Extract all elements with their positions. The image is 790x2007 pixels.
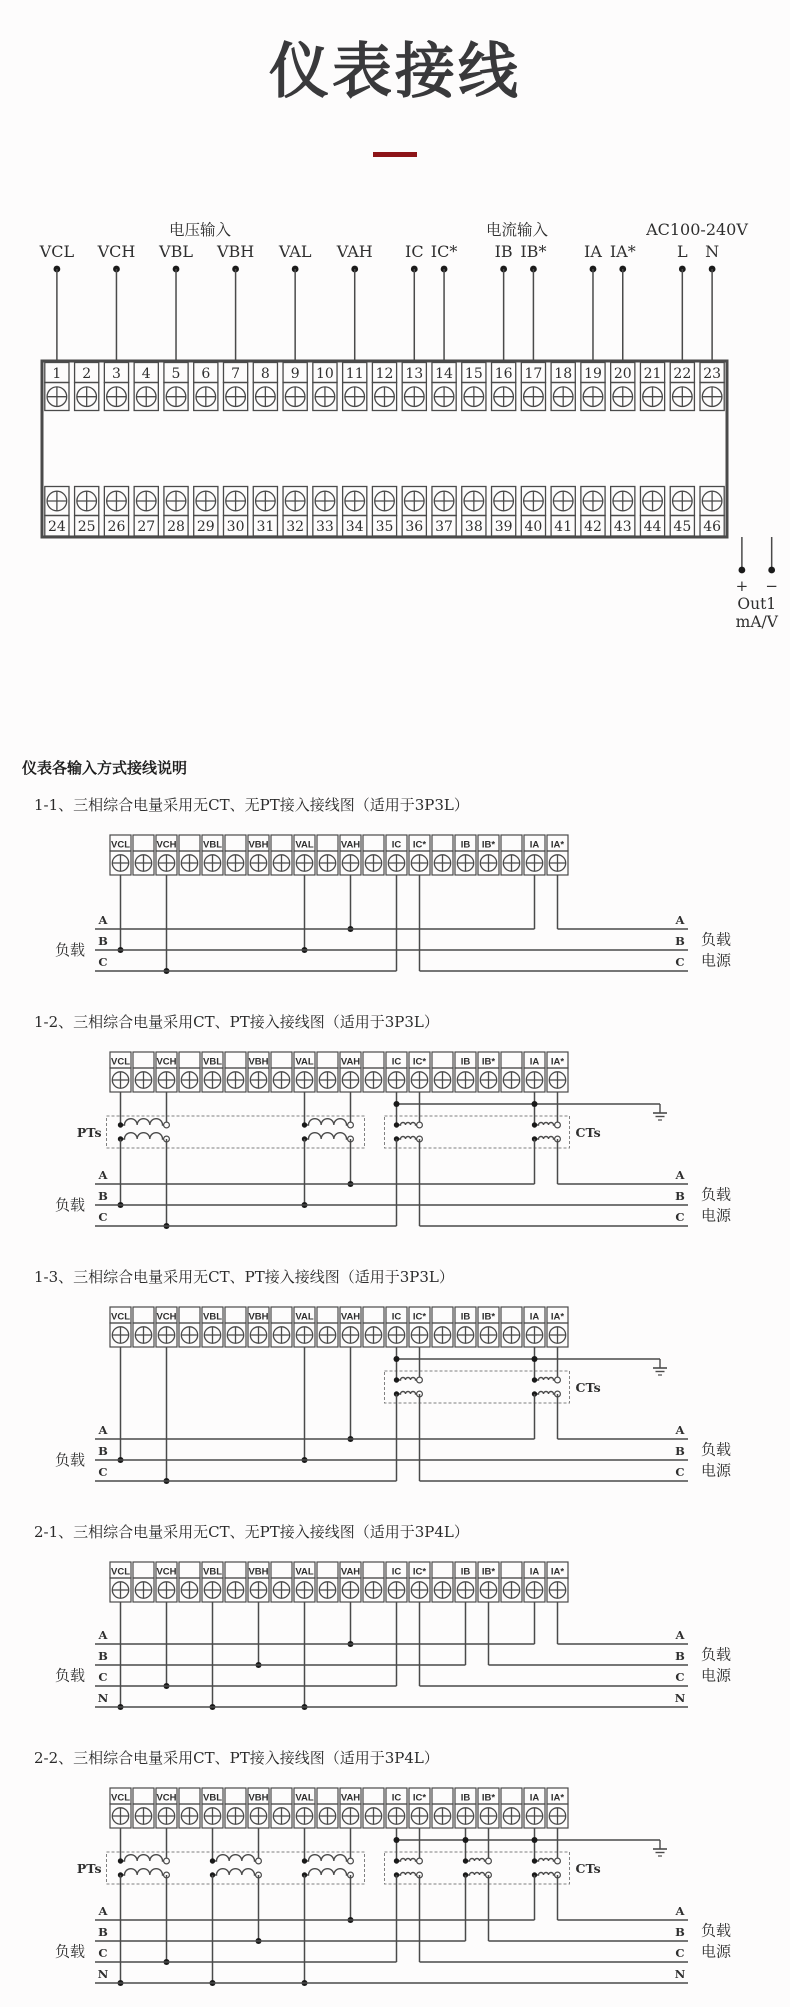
svg-text:IB*: IB* bbox=[481, 839, 496, 851]
bus-lines bbox=[55, 1168, 732, 1226]
svg-text:30: 30 bbox=[226, 519, 245, 535]
svg-text:IB*: IB* bbox=[481, 1056, 496, 1068]
svg-text:A: A bbox=[98, 1904, 108, 1918]
svg-text:VBH: VBH bbox=[248, 839, 269, 851]
svg-text:IA: IA bbox=[529, 1311, 540, 1323]
svg-text:电源: 电源 bbox=[700, 1462, 732, 1480]
svg-text:IB: IB bbox=[460, 839, 471, 851]
svg-text:VCL: VCL bbox=[111, 1792, 130, 1804]
ct-box bbox=[385, 1347, 601, 1481]
svg-text:B: B bbox=[675, 1649, 685, 1663]
svg-text:VAL: VAL bbox=[278, 242, 312, 261]
svg-text:43: 43 bbox=[613, 519, 632, 535]
svg-text:VBL: VBL bbox=[203, 1056, 222, 1068]
svg-text:40: 40 bbox=[524, 519, 543, 535]
svg-text:IA*: IA* bbox=[550, 1056, 565, 1068]
svg-text:16: 16 bbox=[494, 366, 513, 382]
svg-text:IC*: IC* bbox=[412, 1566, 427, 1578]
svg-text:VAL: VAL bbox=[295, 1566, 314, 1578]
svg-text:8: 8 bbox=[260, 366, 270, 382]
svg-text:负载: 负载 bbox=[54, 1667, 86, 1685]
svg-text:IA: IA bbox=[584, 242, 602, 261]
svg-text:VCH: VCH bbox=[156, 1566, 177, 1578]
terminal-strip bbox=[110, 835, 568, 875]
svg-text:IA*: IA* bbox=[609, 242, 636, 261]
svg-text:A: A bbox=[675, 1423, 685, 1437]
diagram-1-2-title: 1-2、三相综合电量采用CT、PT接入接线图（适用于3P3L） bbox=[34, 1013, 439, 1031]
svg-text:负载: 负载 bbox=[54, 1197, 86, 1214]
svg-text:VCH: VCH bbox=[97, 242, 136, 261]
svg-text:31: 31 bbox=[256, 519, 275, 535]
svg-text:IB: IB bbox=[460, 1056, 471, 1068]
svg-text:A: A bbox=[675, 913, 685, 927]
svg-text:电源: 电源 bbox=[700, 1207, 732, 1225]
diagram-1-1-title: 1-1、三相综合电量采用无CT、无PT接入接线图（适用于3P3L） bbox=[34, 796, 469, 814]
wiring-diagram-1-3 bbox=[0, 1293, 790, 1505]
bus-lines bbox=[55, 1904, 732, 1983]
svg-text:34: 34 bbox=[345, 519, 364, 535]
svg-text:27: 27 bbox=[137, 519, 156, 535]
svg-text:mA/V: mA/V bbox=[735, 613, 778, 631]
svg-text:IC: IC bbox=[391, 1792, 402, 1804]
svg-text:A: A bbox=[675, 1904, 685, 1918]
svg-text:VAL: VAL bbox=[295, 1792, 314, 1804]
terminal-strip bbox=[110, 1052, 568, 1092]
svg-text:VCL: VCL bbox=[39, 242, 75, 261]
svg-text:45: 45 bbox=[673, 519, 692, 535]
wires bbox=[118, 1602, 558, 1710]
svg-text:12: 12 bbox=[375, 366, 394, 382]
svg-text:B: B bbox=[98, 1189, 108, 1203]
svg-text:VBH: VBH bbox=[248, 1566, 269, 1578]
svg-text:IB*: IB* bbox=[481, 1792, 496, 1804]
svg-text:C: C bbox=[98, 955, 108, 969]
svg-text:VCH: VCH bbox=[156, 1792, 177, 1804]
input-labels bbox=[39, 220, 749, 361]
svg-text:N: N bbox=[705, 242, 720, 261]
svg-text:B: B bbox=[98, 934, 108, 948]
svg-text:VCH: VCH bbox=[156, 1056, 177, 1068]
bottom-io bbox=[736, 537, 790, 631]
svg-text:PTs: PTs bbox=[76, 1861, 102, 1876]
svg-text:IA*: IA* bbox=[550, 1311, 565, 1323]
bus-lines bbox=[55, 913, 732, 971]
svg-text:VBL: VBL bbox=[203, 1311, 222, 1323]
svg-text:25: 25 bbox=[77, 519, 96, 535]
terminal-strip bbox=[110, 1562, 568, 1602]
svg-text:24: 24 bbox=[47, 519, 66, 535]
svg-text:46: 46 bbox=[703, 519, 722, 535]
title-underline bbox=[373, 152, 417, 157]
svg-text:负载: 负载 bbox=[700, 931, 732, 949]
svg-text:B: B bbox=[675, 1444, 685, 1458]
bus-lines bbox=[55, 1628, 732, 1707]
svg-text:41: 41 bbox=[554, 519, 573, 535]
svg-text:VCL: VCL bbox=[111, 1056, 130, 1068]
terminal-strip bbox=[110, 1307, 568, 1347]
pt-box bbox=[77, 1092, 365, 1229]
svg-text:VCH: VCH bbox=[156, 1311, 177, 1323]
svg-text:C: C bbox=[98, 1210, 108, 1224]
svg-text:Out1: Out1 bbox=[737, 595, 777, 613]
svg-text:A: A bbox=[98, 1628, 108, 1642]
svg-text:10: 10 bbox=[316, 366, 334, 382]
svg-text:电源: 电源 bbox=[700, 1667, 732, 1685]
svg-text:VAH: VAH bbox=[340, 1311, 361, 1323]
svg-text:VBL: VBL bbox=[159, 242, 193, 261]
svg-text:N: N bbox=[97, 1967, 109, 1981]
svg-text:38: 38 bbox=[464, 519, 483, 535]
svg-text:B: B bbox=[98, 1925, 108, 1939]
svg-text:5: 5 bbox=[171, 366, 181, 382]
svg-text:35: 35 bbox=[375, 519, 394, 535]
svg-text:23: 23 bbox=[703, 366, 722, 382]
svg-text:IC: IC bbox=[391, 839, 402, 851]
ground-symbol bbox=[394, 1101, 668, 1120]
svg-text:CTs: CTs bbox=[575, 1380, 601, 1395]
svg-text:IA: IA bbox=[529, 839, 540, 851]
svg-text:IC: IC bbox=[405, 242, 424, 261]
svg-text:IC: IC bbox=[391, 1056, 402, 1068]
diagram-2-1-title: 2-1、三相综合电量采用无CT、无PT接入接线图（适用于3P4L） bbox=[34, 1523, 469, 1541]
svg-text:VBL: VBL bbox=[203, 839, 222, 851]
svg-text:A: A bbox=[98, 1423, 108, 1437]
svg-text:IA: IA bbox=[529, 1056, 540, 1068]
wiring-diagram-1-2 bbox=[0, 1038, 790, 1250]
svg-text:C: C bbox=[675, 1210, 685, 1224]
svg-text:20: 20 bbox=[613, 366, 632, 382]
svg-text:VAL: VAL bbox=[295, 839, 314, 851]
svg-text:IA*: IA* bbox=[550, 839, 565, 851]
terminal-block bbox=[42, 361, 727, 537]
svg-text:A: A bbox=[675, 1168, 685, 1182]
svg-text:负载: 负载 bbox=[700, 1441, 732, 1459]
svg-text:VBH: VBH bbox=[248, 1056, 269, 1068]
svg-text:IA*: IA* bbox=[550, 1792, 565, 1804]
svg-text:28: 28 bbox=[167, 519, 185, 535]
svg-text:负载: 负载 bbox=[54, 942, 86, 959]
svg-text:VAH: VAH bbox=[340, 1792, 361, 1804]
svg-text:VCL: VCL bbox=[111, 1311, 130, 1323]
svg-text:2: 2 bbox=[82, 366, 92, 382]
svg-text:15: 15 bbox=[464, 366, 483, 382]
svg-text:C: C bbox=[675, 1946, 685, 1960]
svg-text:−: − bbox=[765, 577, 778, 595]
terminal-strip bbox=[110, 1788, 568, 1828]
svg-text:VAL: VAL bbox=[295, 1056, 314, 1068]
ground-symbol bbox=[394, 1356, 668, 1375]
wiring-diagram-1-1 bbox=[0, 821, 790, 995]
svg-text:4: 4 bbox=[141, 366, 151, 382]
svg-text:VBH: VBH bbox=[248, 1311, 269, 1323]
section-heading: 仪表各输入方式接线说明 bbox=[22, 760, 188, 777]
terminal-block-diagram bbox=[0, 209, 790, 719]
svg-text:1: 1 bbox=[52, 366, 62, 382]
svg-text:VAH: VAH bbox=[340, 1056, 361, 1068]
svg-text:IC*: IC* bbox=[430, 242, 458, 261]
svg-text:A: A bbox=[98, 913, 108, 927]
svg-text:VBH: VBH bbox=[216, 242, 255, 261]
svg-text:IB*: IB* bbox=[481, 1311, 496, 1323]
svg-text:B: B bbox=[98, 1649, 108, 1663]
svg-text:负载: 负载 bbox=[700, 1646, 732, 1664]
svg-text:负载: 负载 bbox=[700, 1186, 732, 1204]
svg-text:B: B bbox=[675, 934, 685, 948]
svg-text:VAH: VAH bbox=[336, 242, 373, 261]
svg-text:L: L bbox=[677, 242, 688, 261]
svg-text:CTs: CTs bbox=[575, 1125, 601, 1140]
svg-text:IB*: IB* bbox=[520, 242, 547, 261]
page-title: 仪表接线 bbox=[269, 38, 521, 105]
svg-text:IC*: IC* bbox=[412, 1311, 427, 1323]
svg-text:IA*: IA* bbox=[550, 1566, 565, 1578]
svg-text:IB: IB bbox=[460, 1792, 471, 1804]
svg-text:IC*: IC* bbox=[412, 1056, 427, 1068]
svg-text:17: 17 bbox=[524, 366, 543, 382]
svg-text:36: 36 bbox=[405, 519, 424, 535]
svg-text:9: 9 bbox=[290, 366, 300, 382]
svg-text:44: 44 bbox=[643, 519, 662, 535]
svg-text:VBH: VBH bbox=[248, 1792, 269, 1804]
svg-text:7: 7 bbox=[231, 366, 241, 382]
diagram-2-2-title: 2-2、三相综合电量采用CT、PT接入接线图（适用于3P4L） bbox=[34, 1749, 439, 1767]
svg-text:C: C bbox=[98, 1465, 108, 1479]
svg-text:C: C bbox=[675, 1465, 685, 1479]
svg-text:负载: 负载 bbox=[54, 1452, 86, 1469]
wiring-diagram-2-2 bbox=[0, 1774, 790, 2007]
svg-text:IC: IC bbox=[391, 1566, 402, 1578]
diagram-1-3-title: 1-3、三相综合电量采用无CT、PT接入接线图（适用于3P3L） bbox=[34, 1268, 454, 1286]
svg-text:B: B bbox=[98, 1444, 108, 1458]
svg-text:AC100-240V: AC100-240V bbox=[646, 220, 748, 239]
svg-text:IB: IB bbox=[460, 1566, 471, 1578]
svg-text:+: + bbox=[735, 577, 749, 595]
svg-text:C: C bbox=[675, 955, 685, 969]
svg-text:B: B bbox=[675, 1925, 685, 1939]
svg-text:VCH: VCH bbox=[156, 839, 177, 851]
svg-text:IC: IC bbox=[391, 1311, 402, 1323]
svg-text:PTs: PTs bbox=[76, 1125, 102, 1140]
bus-lines bbox=[55, 1423, 732, 1481]
svg-text:C: C bbox=[675, 1670, 685, 1684]
svg-text:29: 29 bbox=[196, 519, 215, 535]
svg-text:14: 14 bbox=[435, 366, 453, 382]
svg-text:37: 37 bbox=[435, 519, 453, 535]
svg-text:32: 32 bbox=[286, 519, 305, 535]
svg-text:VCL: VCL bbox=[111, 1566, 130, 1578]
svg-text:42: 42 bbox=[584, 519, 602, 535]
svg-text:33: 33 bbox=[316, 519, 334, 535]
svg-text:A: A bbox=[98, 1168, 108, 1182]
wires bbox=[118, 1347, 354, 1484]
svg-text:IC*: IC* bbox=[412, 839, 427, 851]
wiring-diagram-2-1 bbox=[0, 1548, 790, 1731]
svg-text:CTs: CTs bbox=[575, 1861, 601, 1876]
svg-text:负载: 负载 bbox=[54, 1943, 86, 1961]
svg-text:电压输入: 电压输入 bbox=[168, 222, 232, 239]
ct-box bbox=[385, 1092, 601, 1226]
svg-text:VBL: VBL bbox=[203, 1566, 222, 1578]
svg-text:3: 3 bbox=[111, 366, 121, 382]
svg-text:C: C bbox=[98, 1946, 108, 1960]
svg-text:IA: IA bbox=[529, 1566, 540, 1578]
svg-text:负载: 负载 bbox=[700, 1922, 732, 1940]
wires bbox=[118, 875, 558, 974]
svg-text:13: 13 bbox=[405, 366, 424, 382]
svg-text:IB: IB bbox=[494, 242, 513, 261]
svg-text:11: 11 bbox=[345, 366, 364, 382]
svg-text:26: 26 bbox=[107, 519, 126, 535]
svg-text:22: 22 bbox=[673, 366, 692, 382]
svg-text:IA: IA bbox=[529, 1792, 540, 1804]
svg-text:N: N bbox=[674, 1691, 686, 1705]
svg-text:A: A bbox=[675, 1628, 685, 1642]
svg-text:IB*: IB* bbox=[481, 1566, 496, 1578]
svg-text:VAL: VAL bbox=[295, 1311, 314, 1323]
svg-text:IB: IB bbox=[460, 1311, 471, 1323]
svg-text:电源: 电源 bbox=[700, 1943, 732, 1961]
svg-text:6: 6 bbox=[201, 366, 211, 382]
ct-box bbox=[385, 1828, 601, 1962]
ground-symbol bbox=[394, 1837, 668, 1856]
svg-text:电流输入: 电流输入 bbox=[485, 222, 549, 239]
svg-text:VBL: VBL bbox=[203, 1792, 222, 1804]
svg-text:VCL: VCL bbox=[111, 839, 130, 851]
svg-text:N: N bbox=[97, 1691, 109, 1705]
svg-text:18: 18 bbox=[554, 366, 573, 382]
svg-text:VAH: VAH bbox=[340, 1566, 361, 1578]
svg-text:电源: 电源 bbox=[700, 952, 732, 970]
svg-text:39: 39 bbox=[494, 519, 513, 535]
svg-text:C: C bbox=[98, 1670, 108, 1684]
svg-text:21: 21 bbox=[643, 366, 662, 382]
svg-text:B: B bbox=[675, 1189, 685, 1203]
svg-text:N: N bbox=[674, 1967, 686, 1981]
svg-text:IC*: IC* bbox=[412, 1792, 427, 1804]
svg-text:VAH: VAH bbox=[340, 839, 361, 851]
svg-text:19: 19 bbox=[584, 366, 602, 382]
